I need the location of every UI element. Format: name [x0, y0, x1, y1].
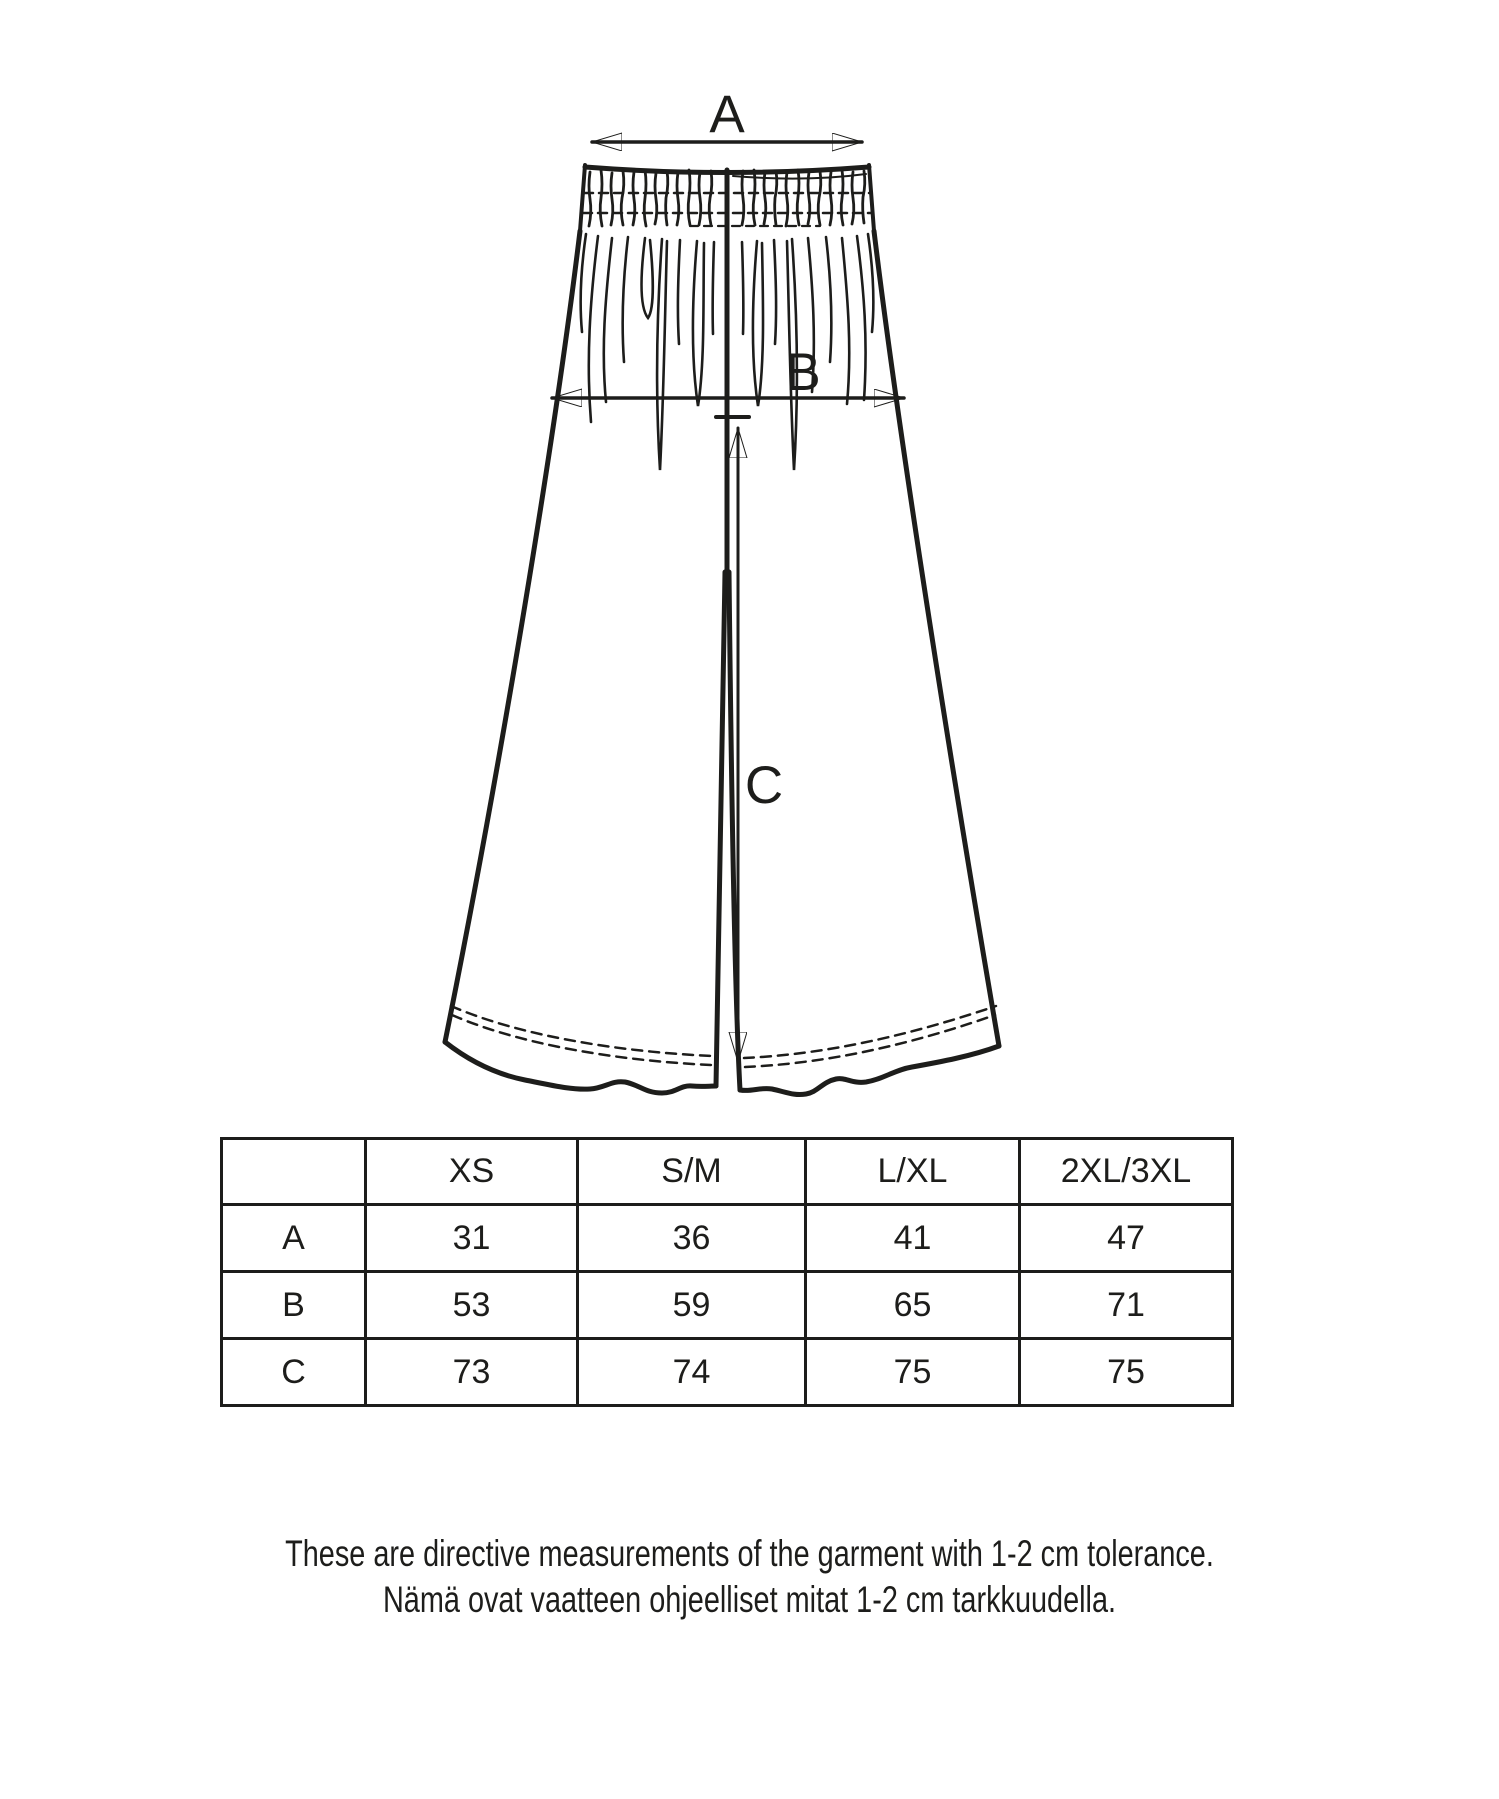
- right-hem: [740, 1046, 999, 1095]
- value-c-sm: 74: [578, 1339, 806, 1406]
- size-column-lxl: L/XL: [806, 1139, 1020, 1205]
- table-row-a: [222, 1205, 1233, 1272]
- measurement-a-label: A: [709, 85, 745, 144]
- left-side-seam: [445, 231, 580, 1042]
- value-b-sm: 59: [578, 1272, 806, 1339]
- row-label-b: B: [222, 1272, 366, 1339]
- measurement-a: [592, 85, 862, 144]
- size-column-xs: XS: [366, 1139, 578, 1205]
- size-table-header-row: [222, 1139, 1233, 1205]
- tolerance-note-fi: Nämä ovat vaatteen ohjeelliset mitat 1-2 cm tarkkuudella.: [382, 1579, 1117, 1620]
- row-label-a: A: [222, 1205, 366, 1272]
- value-c-xs: 73: [366, 1339, 578, 1406]
- size-column-2xl3xl: 2XL/3XL: [1020, 1139, 1233, 1205]
- size-table-corner-cell: [222, 1139, 366, 1205]
- value-a-lxl: 41: [806, 1205, 1020, 1272]
- garment-outline: [445, 170, 999, 1095]
- value-a-2xl3xl: 47: [1020, 1205, 1233, 1272]
- row-label-c: C: [222, 1339, 366, 1406]
- left-leg-inner-edge: [716, 572, 725, 1086]
- value-b-lxl: 65: [806, 1272, 1020, 1339]
- size-table: [220, 1137, 1234, 1407]
- left-hem: [445, 1042, 716, 1093]
- value-a-sm: 36: [578, 1205, 806, 1272]
- measurement-b-label: B: [785, 343, 821, 402]
- size-column-sm: S/M: [578, 1139, 806, 1205]
- value-b-2xl3xl: 71: [1020, 1272, 1233, 1339]
- value-b-xs: 53: [366, 1272, 578, 1339]
- table-row-c: [222, 1339, 1233, 1406]
- table-row-b: [222, 1272, 1233, 1339]
- tolerance-note-en: These are directive measurements of the garment with 1-2 cm tolerance.: [285, 1533, 1214, 1574]
- measurement-c-label: C: [744, 756, 784, 815]
- value-c-lxl: 75: [806, 1339, 1020, 1406]
- value-c-2xl3xl: 75: [1020, 1339, 1233, 1406]
- right-side-seam: [874, 231, 999, 1046]
- hem-stitching: [451, 1006, 996, 1067]
- value-a-xs: 31: [366, 1205, 578, 1272]
